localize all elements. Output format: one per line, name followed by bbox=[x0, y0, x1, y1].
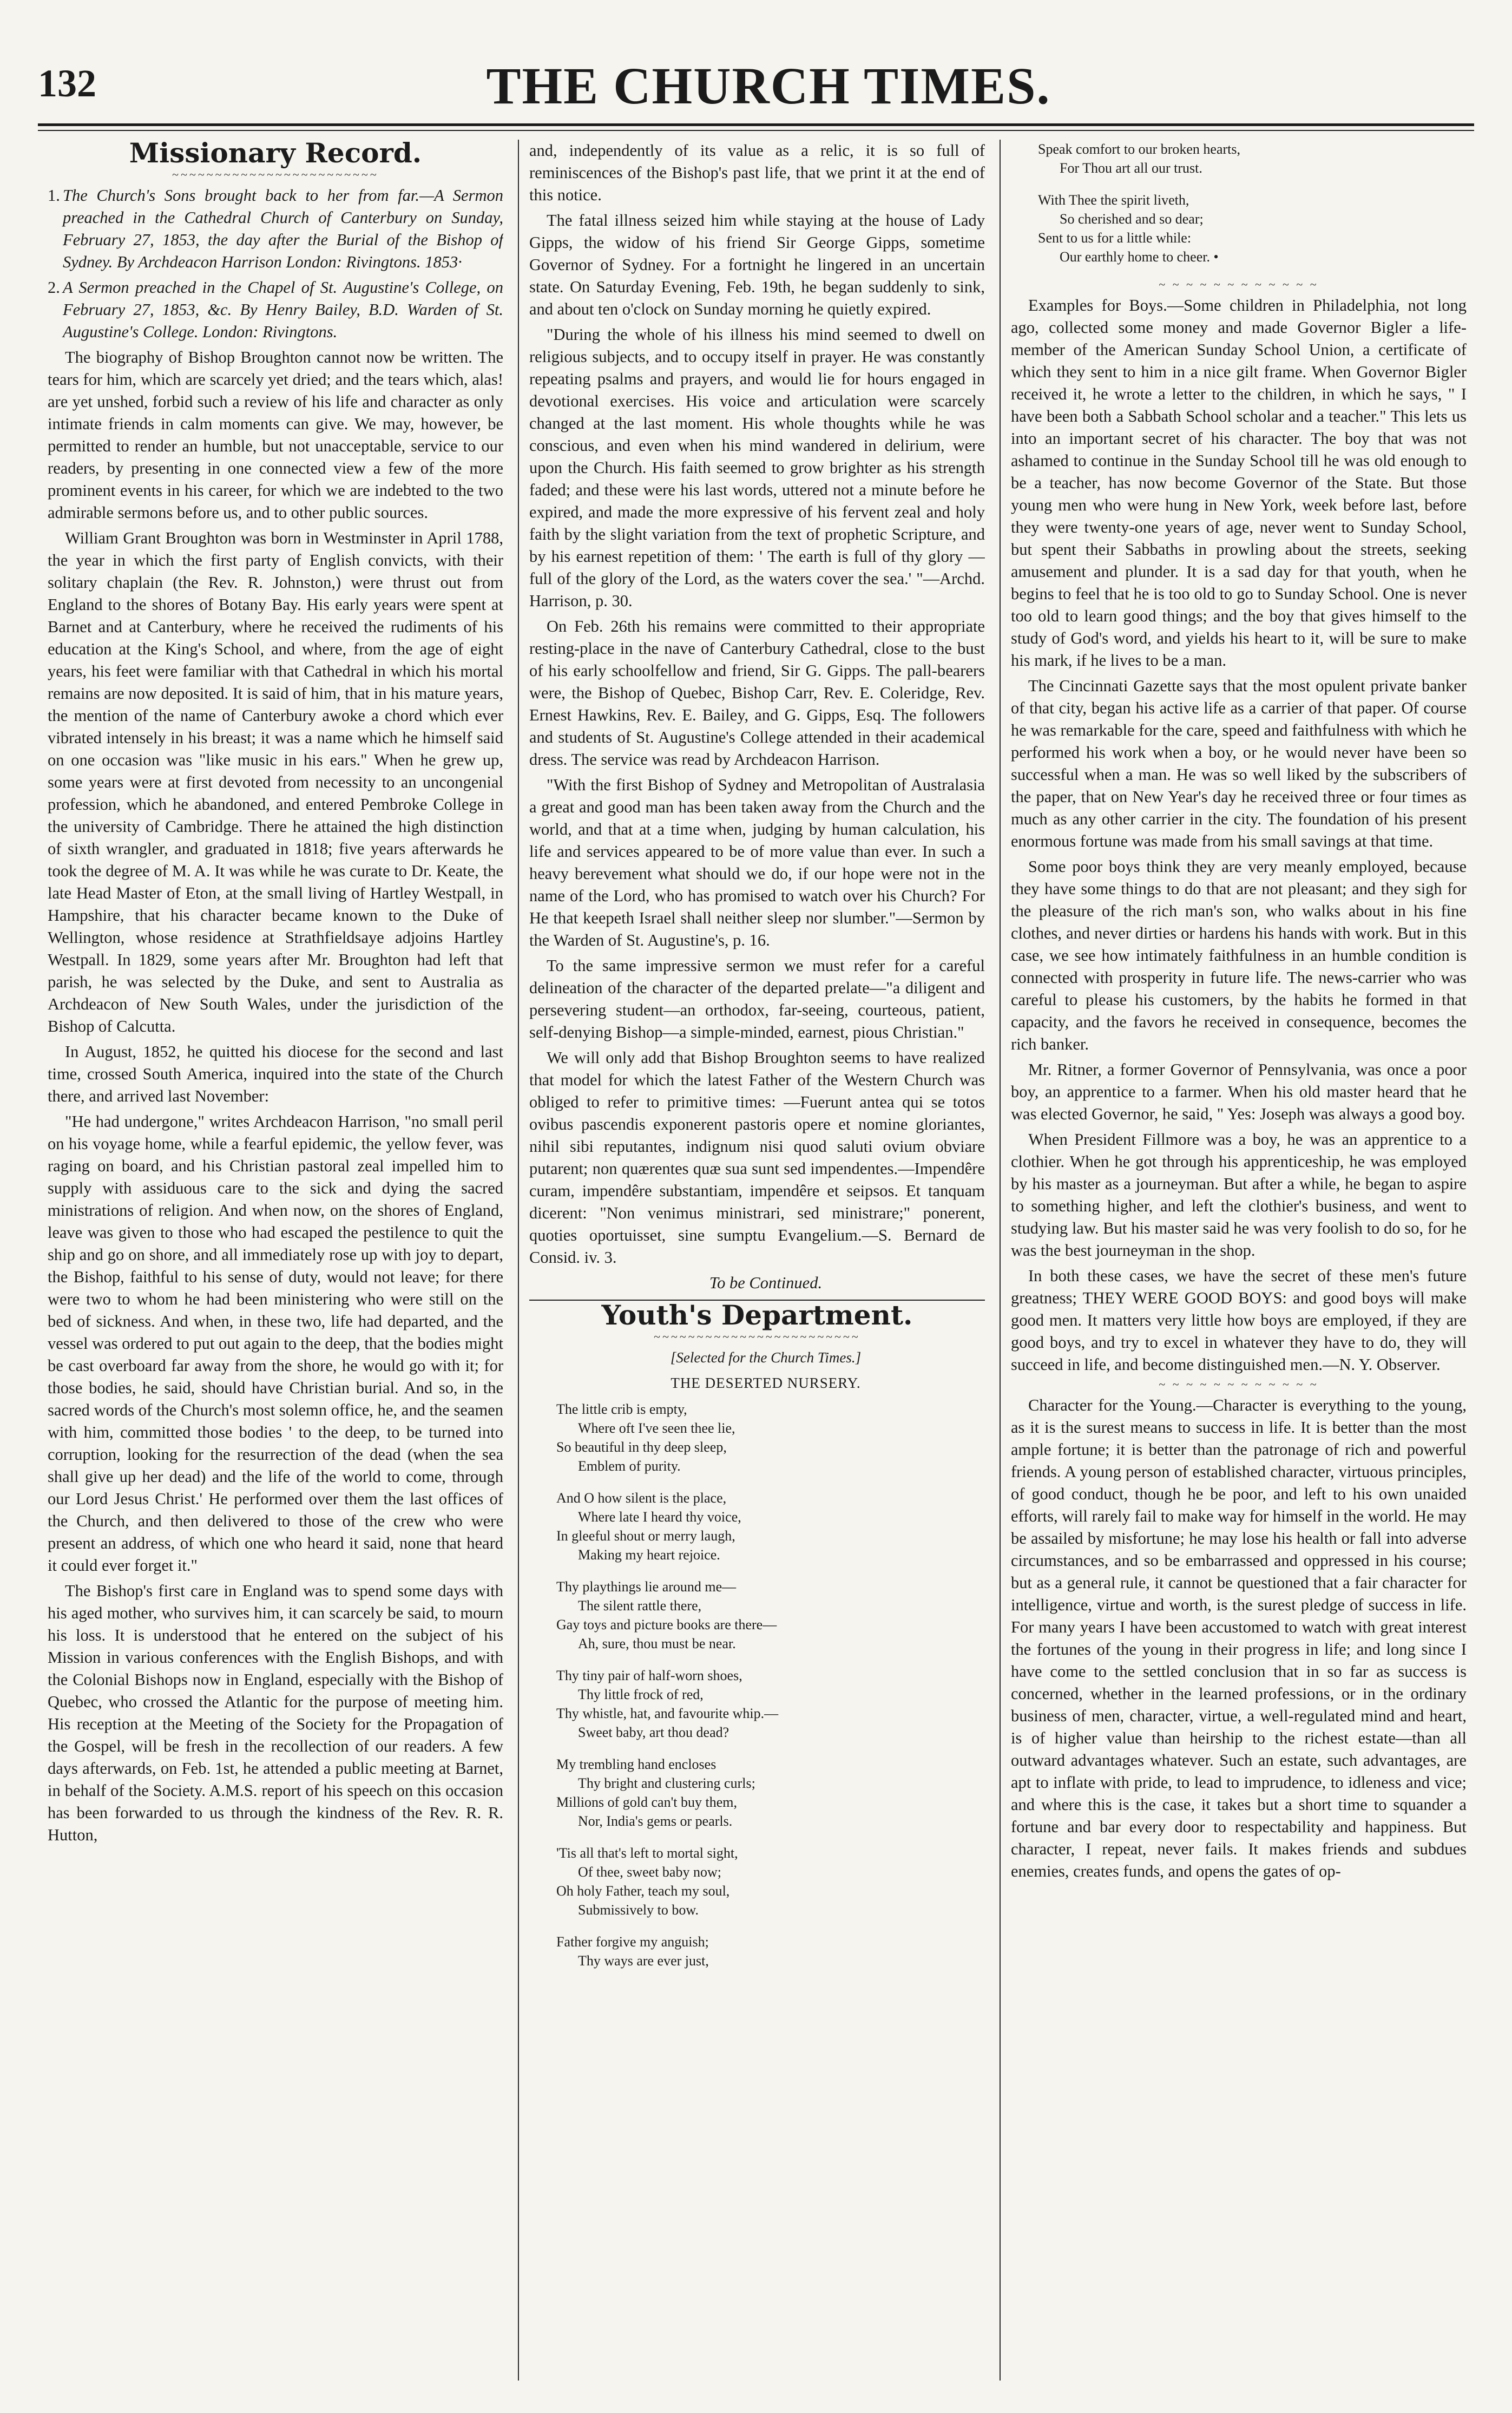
poem-line: Oh holy Father, teach my soul, bbox=[556, 1883, 730, 1899]
poem-stanza bbox=[556, 1666, 985, 1742]
poem-line: Thy tiny pair of half-worn shoes, bbox=[556, 1668, 742, 1683]
poem-line: So beautiful in thy deep sleep, bbox=[556, 1439, 727, 1455]
article-paragraph: "During the whole of his illness his mind seemed to dwell on religious subjects, and to occupy itself in prayer. He was constantly repeating psalms and prayers, and would lie for hours engaged in devotional exercises. His voice and articulation were scarcely changed at the last moment. His whole thoughts while he was conscious, and even when his mind wandered in delirium, were upon the Church. His faith seemed to grow brighter as his strength faded; and these were his last words, uttered not a minute before he expired, and made the more expressive of his fervent zeal and holy faith by the slight variation from the text of prophetic Scripture, and by his earnest repetition of them: ' The earth is full of thy glory —full of the glory of the Lord, as the waters cover the sea.' "—Archd. Harrison, p. 30. bbox=[529, 325, 985, 610]
column-rule-2 bbox=[1000, 140, 1001, 2381]
poem-stanza bbox=[556, 1844, 985, 1919]
article-paragraph: and, independently of its value as a relic, it is so full of reminiscences of the Bishop's past life, that we print it at the end of this notice. bbox=[529, 141, 985, 204]
column-3 bbox=[1011, 140, 1467, 2386]
ornamental-divider: ~ ~ ~ ~ ~ ~ ~ ~ ~ ~ ~ ~ bbox=[1159, 1378, 1319, 1391]
page-number: 132 bbox=[38, 62, 96, 105]
article-paragraph: Examples for Boys.—Some children in Philadelphia, not long ago, collected some money and made Governor Bigler a life-member of the American Sunday School Union, a certificate of which they sent to him in a nice gilt frame. When Governor Bigler received it, he wrote a letter to the children, in which he says, " I have been both a Sabbath School scholar and a teacher." This lets us into an important secret of his character. The boy that was not ashamed to continue in the Sunday School till he was old enough to be a teacher, has now become Governor of the State. But those young men who were hung in New York, week before last, before they were twenty-one years of age, never went to Sunday School, but spent their Sabbaths in prowling about the streets, seeking amusement and plunder. It is a sad day for that youth, when he begins to feel that he is too old to go to Sunday School. One is never too old to learn good things; and the boy that gives himself to the study of God's word, and yields his heart to it, will be sure to make his mark, if he lives to be a man. bbox=[1011, 296, 1467, 670]
poem-line: Submissively to bow. bbox=[578, 1902, 699, 1918]
poem-line: The silent rattle there, bbox=[578, 1598, 702, 1614]
article-paragraph: Mr. Ritner, a former Governor of Pennsylvania, was once a poor boy, an apprentice to a farmer. When his old master heard that he was elected Governor, he said, " Yes: Joseph was always a good boy. bbox=[1011, 1060, 1467, 1123]
article-paragraph: In August, 1852, he quitted his diocese for the second and last time, crossed South America, inquired into the state of the Church there, and arrived last November: bbox=[48, 1042, 503, 1105]
poem-line: The little crib is empty, bbox=[556, 1401, 687, 1417]
poem-stanza bbox=[1038, 191, 1467, 266]
poem-line: Gay toys and picture books are there— bbox=[556, 1617, 777, 1632]
newspaper-title: THE CHURCH TIMES. bbox=[486, 57, 1051, 115]
article-paragraph: The biography of Bishop Broughton cannot now be written. The tears for him, which are scarcely yet dried; and the tears which, alas! are yet unshed, forbid such a review of his life and character as only intimate friends in calm moments can give. We may, however, be permitted to render an humble, but not unacceptable, service to our readers, by presenting in one connected view a few of the more prominent events in his career, for which we are indebted to the two admirable sermons before us, and to other public sources. bbox=[48, 348, 503, 522]
article-paragraph: In both these cases, we have the secret of these men's future greatness; THEY WERE GOOD BOYS: and good boys will make good men. It matters very little how boys are employed, if they are good boys, and try to excel in whatever they have to do, they will succeed in life, and become distinguished men.—N. Y. Observer. bbox=[1011, 1267, 1467, 1374]
article-paragraph: The Cincinnati Gazette says that the most opulent private banker of that city, began his active life as a carrier of that paper. Of course he was remarkable for the care, speed and faithfulness with which he performed his work when a boy, or he would never have been so successful when a man. He was so well liked by the subscribers of the paper, that on New Year's day he received three or four times as much as any other carrier in the city. The foundation of his present enormous fortune was made from his small savings at that time. bbox=[1011, 677, 1467, 850]
poem-line: Where late I heard thy voice, bbox=[578, 1509, 741, 1525]
article-paragraph: When President Fillmore was a boy, he was an apprentice to a clothier. When he got through his apprenticeship, he was employed by his master as a journeyman. But after a while, he began to aspire to something higher, and left the clothier's business, and went to studying law. But his master said he was very foolish to do so, for he was the best journeyman in the shop. bbox=[1011, 1130, 1467, 1260]
poem-line: With Thee the spirit liveth, bbox=[1038, 192, 1189, 208]
poem-line: Our earthly home to cheer. • bbox=[1060, 249, 1219, 265]
column-rule-1 bbox=[518, 140, 519, 2381]
article-paragraph: On Feb. 26th his remains were committed to their appropriate resting-place in the nave of Canterbury Cathedral, close to the bust of his early schoolfellow and friend, Sir G. Gipps. The pall-bearers were, the Bishop of Quebec, Bishop Carr, Rev. E. Coleridge, Rev. Ernest Hawkins, Rev. E. Bailey, and G. Gipps, Esq. The followers and students of St. Augustine's College attended in their academical dress. The service was read by Archdeacon Harrison. bbox=[529, 617, 985, 769]
ornamental-divider: ~~~~~~~~~~~~~~~~~~~~~~~~ bbox=[172, 168, 379, 181]
poem-line: Sweet baby, art thou dead? bbox=[578, 1724, 729, 1740]
poem-line: My trembling hand encloses bbox=[556, 1756, 716, 1772]
reference-number: 1. bbox=[48, 186, 60, 205]
poem-line: So cherished and so dear; bbox=[1060, 211, 1204, 227]
poem-stanza bbox=[556, 1489, 985, 1564]
poem-stanza bbox=[556, 1577, 985, 1653]
poem-line: Nor, India's gems or pearls. bbox=[578, 1813, 733, 1829]
poem-continued bbox=[1038, 140, 1467, 266]
poem-line: Of thee, sweet baby now; bbox=[578, 1864, 721, 1880]
poem-stanza bbox=[556, 1932, 985, 1970]
poem-line: Thy little frock of red, bbox=[578, 1687, 704, 1702]
book-reference bbox=[48, 277, 503, 343]
ornamental-divider: ~ ~ ~ ~ ~ ~ ~ ~ ~ ~ ~ ~ bbox=[1159, 278, 1319, 291]
article-paragraph: Some poor boys think they are very meanly employed, because they have some things to do that are not pleasant; and they sigh for the pleasure of the rich man's son, who walks about in his fine clothes, and never dirties or hardens his hands with work. But in this case, we see how intimately faithfulness in an humble condition is connected with prosperity in future life. The news-carrier who was careful to please his customers, by the habits he formed in that capacity, and the favors he received in consequence, becomes the rich banker. bbox=[1011, 857, 1467, 1053]
column-1 bbox=[48, 140, 503, 2386]
poem-stanza bbox=[556, 1400, 985, 1476]
poem-line: Thy whistle, hat, and favourite whip.— bbox=[556, 1706, 779, 1721]
article-paragraph: The Bishop's first care in England was to spend some days with his aged mother, who survives him, it can scarcely be said, to mourn his loss. It is understood that he entered on the subject of his Mission in various conferences with the English Bishops, and with the Colonial Bishops now in England, especially with the Bishop of Quebec, who crossed the Atlantic for the purpose of meeting him. His reception at the Meeting of the Society for the Propagation of the Gospel, will be fresh in the recollection of our readers. A few days afterwards, on Feb. 1st, he attended a public meeting at Barnet, in behalf of the Society. A.M.S. report of his speech on this occasion has been forwarded to us through the kindness of the Rev. R. R. Hutton, bbox=[48, 1582, 503, 1844]
reference-text: The Church's Sons brought back to her from far.—A Sermon preached in the Cathedral Church of Canterbury on Sunday, February 27, 1853, the day after the Burial of the Bishop of Sydney. By Archdeacon Harrison London: Rivingtons. 1853· bbox=[63, 186, 503, 271]
masthead-rule bbox=[38, 123, 1474, 126]
poem-title: THE DESERTED NURSERY. bbox=[670, 1375, 861, 1391]
poem-line: Millions of gold can't buy them, bbox=[556, 1794, 737, 1810]
poem-line: Thy bright and clustering curls; bbox=[578, 1775, 755, 1791]
to-be-continued: To be Continued. bbox=[709, 1274, 823, 1292]
poem-line: Ah, sure, thou must be near. bbox=[578, 1636, 736, 1651]
article-paragraph: To the same impressive sermon we must refer for a careful delineation of the character of the departed prelate—"a diligent and persevering student—an orthodox, far-seeing, courteous, patient, self-denying Bishop—a simple-minded, earnest, pious Christian." bbox=[529, 956, 985, 1041]
poem-line: In gleeful shout or merry laugh, bbox=[556, 1528, 735, 1544]
ornamental-divider: ~~~~~~~~~~~~~~~~~~~~~~~~ bbox=[654, 1330, 860, 1343]
poem-line: Father forgive my anguish; bbox=[556, 1934, 709, 1950]
selected-note: [Selected for the Church Times.] bbox=[670, 1349, 862, 1366]
poem bbox=[556, 1400, 985, 1970]
poem-line: Speak comfort to our broken hearts, bbox=[1038, 141, 1241, 157]
reference-text: A Sermon preached in the Chapel of St. Augustine's College, on February 27, 1853, &c. By Henry Bailey, B.D. Warden of St. Augustine's College. London: Rivingtons. bbox=[63, 278, 503, 341]
reference-number: 2. bbox=[48, 278, 60, 297]
article-paragraph: The fatal illness seized him while staying at the house of Lady Gipps, the widow of his friend Sir George Gipps, sometime Governor of Sydney. For a fortnight he lingered in an uncertain state. On Saturday Evening, Feb. 19th, he began suddenly to sink, and about ten o'clock on Sunday morning he quietly expired. bbox=[529, 211, 985, 318]
article-paragraph: "With the first Bishop of Sydney and Metropolitan of Australasia a great and good man has been taken away from the Church and the world, and that at a time when, judging by human calculation, his life and services appeared to be of more value than ever. In such a heavy berevement what should we do, if our hope were not in the name of the Lord, who has promised to watch over his Church? For He that keepeth Israel shall neither sleep nor slumber."—Sermon by the Warden of St. Augustine's, p. 16. bbox=[529, 776, 985, 949]
poem-line: Emblem of purity. bbox=[578, 1458, 681, 1474]
poem-line: Thy playthings lie around me— bbox=[556, 1579, 737, 1595]
article-paragraph: William Grant Broughton was born in Westminster in April 1788, the year in which the first party of English convicts, with their solitary chaplain (the Rev. R. Johnston,) were thrust out from England to the shores of Botany Bay. His early years were spent at Barnet and at Canterbury, where he received the rudiments of his education at the King's School, and where, from the age of eight years, his feet were familiar with that Cathedral in which his mortal remains are now deposited. It is said of him, that in his mature years, the mention of the name of Canterbury awoke a chord which ever vibrated intensely in his breast; it was a name which he himself said on one occasion was "like music in his ears." When he grew up, some years were at first devoted from necessity to an uncongenial profession, which he abandoned, and entered Pembroke College in the university of Cambridge. There he attained the high distinction of sixth wrangler, and graduated in 1818; five years afterwards he took the degree of M. A. It was while he was curate to Dr. Keate, the late Head Master of Eton, at the small living of Hartley Westpall, in Hampshire, that his character became known to the Duke of Wellington, whose residence at Strathfieldsaye adjoins Hartley Westpall. In 1829, some years after Mr. Broughton had left that parish, he was selected by the Duke, and sent to Australia as Archdeacon of New South Wales, under the jurisdiction of the Bishop of Calcutta. bbox=[48, 529, 503, 1035]
book-reference bbox=[48, 185, 503, 273]
masthead bbox=[38, 51, 1499, 116]
poem-line: Where oft I've seen thee lie, bbox=[578, 1420, 735, 1436]
poem-line: Making my heart rejoice. bbox=[578, 1547, 720, 1563]
article-paragraph: "He had undergone," writes Archdeacon Harrison, "no small peril on his voyage home, while a fearful epidemic, the yellow fever, was raging on board, and his Christian pastoral zeal impelled him to supply with assiduous care to the sick and dying the sacred ministrations of religion. And when now, on the shores of England, leave was given to those who had escaped the pestilence to quit the ship and go on shore, and all immediately rose up with joy to depart, the Bishop, faithful to his sense of duty, would not leave; for there were two to whom he had been ministering who were still on the bed of sickness. And when, in these two, life had departed, and the vessel was ordered to put out again to the deep, that the bodies might be cast overboard far away from the shore, he would go with it; for those bodies, he said, should have Christian burial. And so, in the sacred words of the Church's most solemn office, he, and the seamen with him, committed those bodies ' to the deep, to be turned into corruption, looking for the resurrection of the dead (when the sea shall give up her dead) and the life of the world to come, through our Lord Jesus Christ.' He performed over them the last offices of the Church, and then delivered to those of the crew who were present an address, of which one who heard it said, none that heard it could ever forget it." bbox=[48, 1112, 503, 1575]
poem-line: Thy ways are ever just, bbox=[578, 1953, 709, 1969]
poem-line: And O how silent is the place, bbox=[556, 1490, 727, 1506]
article-paragraph: We will only add that Bishop Broughton seems to have realized that model for which the latest Father of the Western Church was obliged to refer to primitive times: —Fuerunt antea qui se totos ovibus pascendis exponerent pastoris opere et nomine gloriantes, nihil sibi reputantes, indignum nisi quod saluti ovium obviare putarent; non quærentes quæ sua sunt sed impendentes.—Impendêre curam, impendêre substantiam, impendêre et seipsos. Et tanquam dicerent: "Non venimus ministrari, sed ministrare;" ponerent, quoties oportuisset, sine sumptu Evangelium.—S. Bernard de Consid. iv. 3. bbox=[529, 1048, 985, 1267]
poem-stanza bbox=[556, 1755, 985, 1831]
masthead-rule-thin bbox=[38, 130, 1474, 131]
missionary-record-heading: Missionary Record. bbox=[129, 140, 422, 169]
youths-department-heading: Youth's Department. bbox=[601, 1299, 913, 1331]
poem-line: Sent to us for a little while: bbox=[1038, 230, 1192, 246]
poem-line: For Thou art all our trust. bbox=[1060, 160, 1202, 176]
poem-line: 'Tis all that's left to mortal sight, bbox=[556, 1845, 738, 1861]
column-2 bbox=[529, 140, 985, 2386]
article-paragraph: Character for the Young.—Character is everything to the young, as it is the surest means to success in life. It is better than the most ample fortune; it is better than the patronage of rich and powerful friends. A young person of established character, virtuous principles, of good conduct, though he be poor, and left to his own unaided efforts, will rarely fail to make way for himself in the world. He may be assailed by misfortune; he may lose his health or fall into adverse circumstances, and so be embarrassed and oppressed in his course; but as a general rule, it cannot be questioned that a fair character for intelligence, virtue and worth, is the surest pledge of success in life. For many years I have been accustomed to watch with great interest the fortunes of the young in their progress in life; and long since I have come to the settled conclusion that in so far as success is concerned, whether in the learned professions, or in the ordinary business of men, character, virtue, a well-regulated mind and heart, is of higher value than heirship to the richest estate—than all outward advantages whatever. Such an estate, such advantages, are apt to inflate with pride, to lead to imprudence, to idleness and vice; and where this is the case, it takes but a short time to squander a fortune and bar every door to respectability and happiness. But character, I repeat, never fails. It makes friends and subdues enemies, creates funds, and opens the gates of op- bbox=[1011, 1396, 1467, 1880]
poem-stanza bbox=[1038, 140, 1467, 178]
